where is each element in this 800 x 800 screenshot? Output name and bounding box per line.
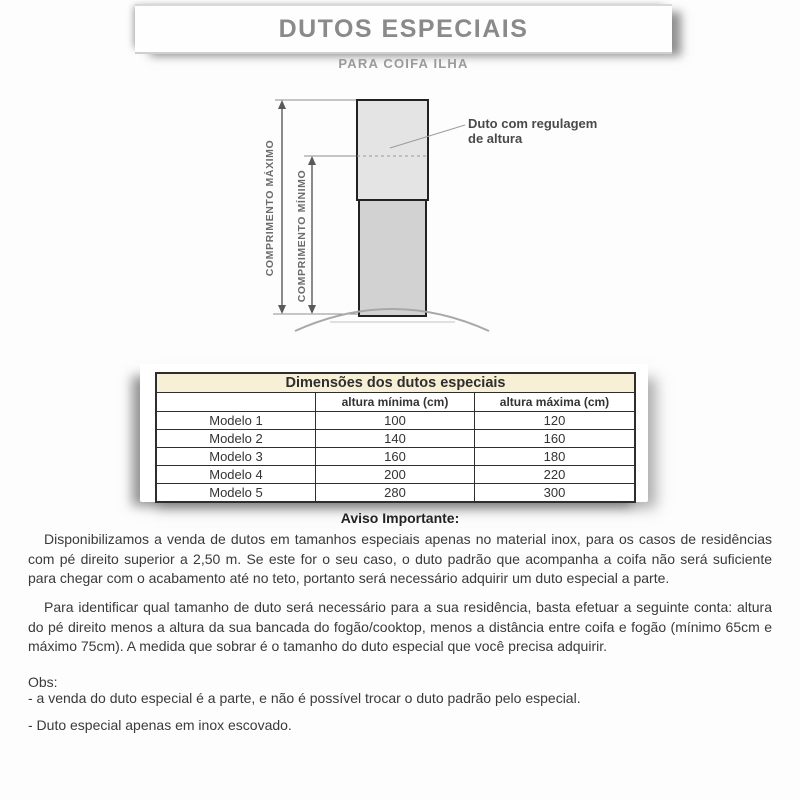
model-cell: Modelo 5 (156, 484, 315, 503)
comprimento-minimo-label: COMPRIMENTO MÍNIMO (296, 169, 308, 303)
header-altura-minima: altura mínima (cm) (315, 393, 474, 412)
table-title-row (156, 373, 635, 393)
table-row (156, 484, 635, 503)
max-cell: 160 (474, 430, 635, 448)
model-cell: Modelo 4 (156, 466, 315, 484)
model-cell: Modelo 3 (156, 448, 315, 466)
comprimento-maximo-label: COMPRIMENTO MÁXIMO (264, 139, 276, 277)
duct-upper-section (357, 100, 428, 200)
min-cell: 140 (315, 430, 474, 448)
header-empty (156, 393, 315, 412)
duct-callout-label (468, 116, 597, 146)
table-header-row (156, 393, 635, 412)
aviso-heading: Aviso Importante: (340, 510, 460, 526)
min-cell: 200 (315, 466, 474, 484)
arrowhead-max-top (278, 100, 286, 109)
duct-lower-section (359, 200, 426, 316)
title-bar (135, 4, 672, 54)
table-row (156, 466, 635, 484)
table-row (156, 448, 635, 466)
obs-item-2: - Duto especial apenas em inox escovado. (28, 717, 292, 733)
page-subtitle: PARA COIFA ILHA (338, 56, 469, 71)
dimensions-table (155, 372, 636, 503)
arrowhead-min-top (308, 156, 316, 165)
table-row (156, 430, 635, 448)
max-cell: 300 (474, 484, 635, 503)
min-cell: 160 (315, 448, 474, 466)
duct-callout-line2: de altura (468, 131, 523, 146)
obs-label: Obs: (28, 674, 58, 690)
table-title: Dimensões dos dutos especiais (156, 373, 635, 393)
min-cell: 100 (315, 412, 474, 430)
model-cell: Modelo 2 (156, 430, 315, 448)
obs-item-1: - a venda do duto especial é a parte, e não é possível trocar o duto padrão pelo especial. (28, 690, 581, 706)
page-title: DUTOS ESPECIAIS (278, 14, 529, 43)
duct-callout-line1: Duto com regulagem (468, 116, 598, 131)
max-cell: 120 (474, 412, 635, 430)
max-cell: 220 (474, 466, 635, 484)
header-altura-maxima: altura máxima (cm) (474, 393, 635, 412)
notice-paragraph-2: Para identificar qual tamanho de duto será necessário para a sua residência, basta efetuar a seguinte conta: altura do pé direito menos a altura da sua bancada do fogão/cooktop, menos a distância entre coifa e fogão (mínimo 65cm e máximo 75cm). A medida que sobrar é o tamanho do duto especial que você precisa adquirir. (28, 599, 772, 654)
dimensions-table-card (140, 364, 648, 502)
model-cell: Modelo 1 (156, 412, 315, 430)
table-row (156, 412, 635, 430)
arrowhead-min-bottom (308, 305, 316, 314)
arrowhead-max-bottom (278, 305, 286, 314)
max-cell: 180 (474, 448, 635, 466)
notice-paragraph-1: Disponibilizamos a venda de dutos em tamanhos especiais apenas no material inox, para os casos de residências com pé direito superior a 2,50 m. Se este for o seu caso, o duto padrão que acompanha a coifa não será suficiente para chegar com o acabamento até no teto, portanto será necessário adquirir um duto especial a parte. (28, 531, 772, 586)
min-cell: 280 (315, 484, 474, 503)
